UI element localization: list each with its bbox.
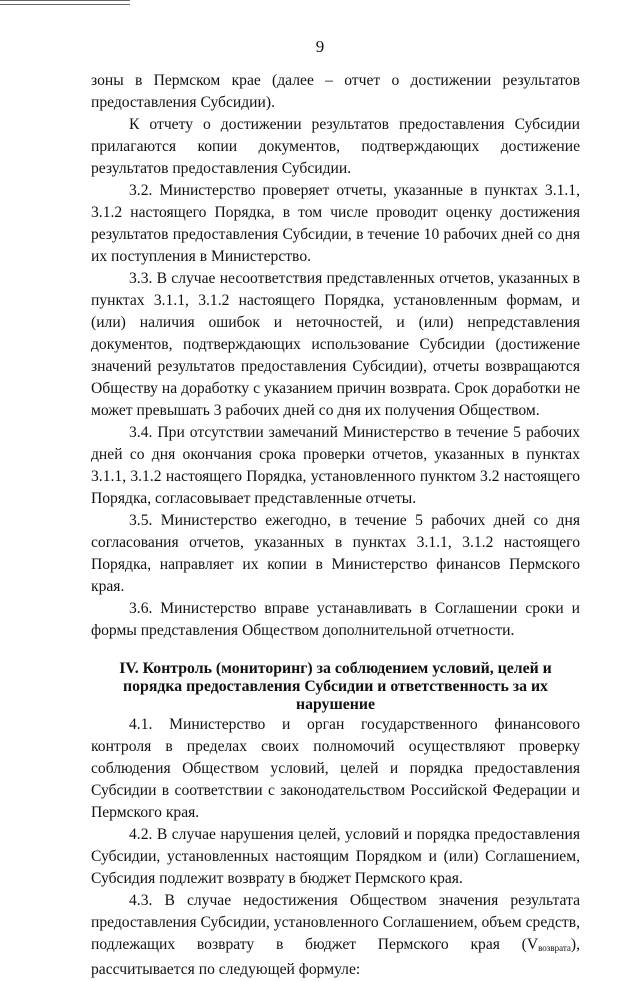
paragraph: 3.4. При отсутствии замечаний Министерство в течение 5 рабочих дней со дня окончания срока проверки отчетов, указанных в пунктах 3.1.1, 3.1.2 настоящего Порядка, установленного пунктом 3.2 настоящего Порядка, согласовывает представленные отчеты.: [91, 424, 580, 507]
paragraph: 3.5. Министерство ежегодно, в течение 5 рабочих дней со дня согласования отчетов, указанных в пунктах 3.1.1, 3.1.2 настоящего Порядка, направляет их копии в Министерство финансов Пермского края.: [91, 512, 580, 595]
paragraph: 3.2. Министерство проверяет отчеты, указанные в пунктах 3.1.1, 3.1.2 настоящего Порядка, в том числе проводит оценку достижения результатов предоставления Субсидии, в течение 10 рабочих дней со дня их поступления в Министерство.: [91, 182, 580, 265]
paragraph: 3.3. В случае несоответствия представленных отчетов, указанных в пунктах 3.1.1, 3.1.2 настоящего Порядка, установленным формам, и (или) наличия ошибок и неточностей, и (или) непредставления документов, подтверждающих использование Субсидии (достижение значений результатов предоставления Субсидии), отчеты возвращаются Обществу на доработку с указанием причин возврата. Срок доработки не может превышать 3 рабочих дней со дня их получения Обществом.: [91, 270, 580, 419]
paragraph: 3.6. Министерство вправе устанавливать в Соглашении сроки и формы представления Обществом дополнительной отчетности.: [91, 600, 580, 639]
page-number: 9: [315, 37, 325, 56]
section-heading: IV. Контроль (мониторинг) за соблюдением условий, целей и порядка предоставления Субсидии и ответственность за их нарушение: [119, 660, 552, 713]
paragraph: 4.2. В случае нарушения целей, условий и порядка предоставления Субсидии, установленных настоящим Порядком и (или) Соглашением, Субсидия подлежит возврату в бюджет Пермского края.: [91, 826, 580, 887]
paragraph: 4.1. Министерство и орган государственного финансового контроля в пределах своих полномочий осуществляют проверку соблюдения Обществом условий, целей и порядка предоставления Субсидии в соответствии с законодательством Российской Федерации и Пермского края.: [91, 716, 580, 821]
paragraph: зоны в Пермском крае (далее – отчет о достижении результатов предоставления Субсидии).: [91, 72, 580, 111]
top-rule: [0, 0, 130, 5]
paragraph: К отчету о достижении результатов предоставления Субсидии прилагаются копии документов, подтверждающих достижение результатов предоставления Субсидии.: [91, 116, 580, 177]
paragraphs-before-section: [91, 70, 580, 642]
document-body: [91, 70, 580, 981]
subscript-vozvrata: возврата: [538, 943, 571, 953]
paragraph-formula-intro: 4.3. В случае недостижения Обществом значения результата предоставления Субсидии, установленного Соглашением, объем средств, подлежащих возврату в бюджет Пермского края $(V_{возврата})$, рассчитывается по следующей формуле:: [91, 892, 580, 978]
paragraphs-after-section: [91, 714, 580, 890]
